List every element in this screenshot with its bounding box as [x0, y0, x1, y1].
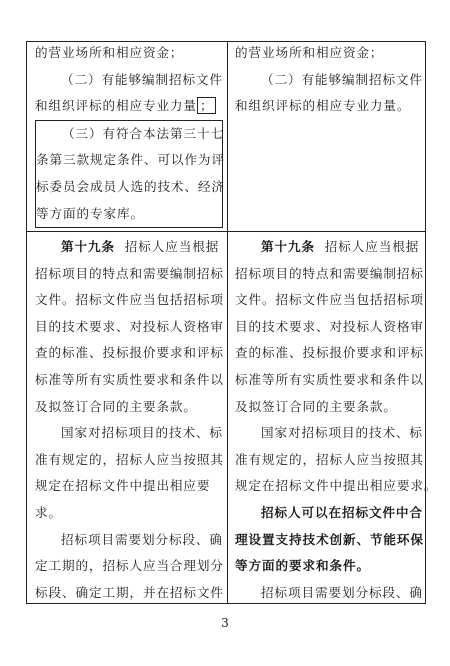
text-line: 招标项目的特点和需要编制招标 [235, 265, 424, 281]
highlight-mark: ； [197, 97, 217, 114]
text-line: 的营业场所和相应资金； [35, 45, 184, 60]
text-line: 文件。招标文件应当包括招标项 [235, 292, 424, 308]
text-span: 招标人应当根据 [124, 239, 220, 254]
text-line: 标段、确定工期，并在招标文件 [35, 584, 224, 600]
text-line: 目的技术要求、对投标人资格审 [35, 318, 224, 334]
text-line: 等方面的要求和条件。 [235, 558, 370, 574]
text-line: 招标项目需要划分标段、确 [61, 531, 223, 547]
text-line: 准有规定的，招标人应当按照其 [35, 451, 224, 467]
right-bottom-cell [235, 234, 438, 606]
text-line: 招标项目需要划分标段、确 [261, 584, 423, 600]
text-line: 招标项目的特点和需要编制招标 [35, 265, 224, 281]
right-top-cell [235, 40, 423, 120]
text-line: 定工期的，招标人应当合理划分 [35, 558, 224, 574]
text-line: 规定在招标文件中提出相应要求。 [235, 478, 438, 494]
article-number: 第十九条 [61, 239, 115, 254]
text-line: （二）有能够编制招标文件 [61, 71, 223, 87]
text-line: 理设置支持技术创新、节能环保 [235, 531, 424, 547]
text-line: （三）有符合本法第三十七 [62, 125, 224, 141]
text-line: 及拟签订合同的主要条款。 [35, 398, 197, 414]
text-line: 目的技术要求、对投标人资格审 [235, 318, 424, 334]
text-line: 规定在招标文件中提出相应要 [35, 478, 211, 494]
text-line: 招标人可以在招标文件中合 [261, 504, 423, 520]
page-number: 3 [221, 616, 229, 630]
left-bottom-cell [35, 234, 223, 606]
text-span: 和组织评标的相应专业力量 [35, 98, 197, 114]
text-line [36, 201, 222, 228]
text-line: 及拟签订合同的主要条款。 [235, 398, 397, 414]
text-span: 招标人应当根据 [324, 239, 420, 254]
text-line: 标委员会成员人选的技术、经济 [36, 178, 225, 194]
text-line: 文件。招标文件应当包括招标项 [35, 292, 224, 308]
article-number: 第十九条 [261, 239, 315, 254]
text-line: 准有规定的，招标人应当按照其 [235, 451, 424, 467]
text-line: 标准等所有实质性要求和条件以 [35, 371, 224, 387]
text-line [235, 234, 423, 261]
column-divider [227, 42, 228, 603]
left-top-cell [35, 40, 223, 228]
text-span: 。 [130, 205, 144, 221]
text-line: 和组织评标的相应专业力量。 [235, 98, 411, 114]
text-line: 国家对招标项目的技术、标 [261, 425, 423, 441]
text-line: 查的标准、投标报价要求和评标 [235, 345, 424, 361]
text-line [35, 234, 223, 261]
text-line: 标准等所有实质性要求和条件以 [235, 371, 424, 387]
text-line [35, 93, 223, 120]
text-line: （二）有能够编制招标文件 [261, 71, 423, 87]
text-line: 查的标准、投标报价要求和评标 [35, 345, 224, 361]
text-line: 求。 [35, 504, 62, 520]
highlight-box [35, 120, 223, 228]
row-divider [27, 231, 425, 232]
text-span: 等方面的专家库 [36, 205, 131, 221]
text-line: 的营业场所和相应资金； [235, 45, 384, 60]
text-line: 国家对招标项目的技术、标 [61, 425, 223, 441]
text-line: 条第三款规定条件、可以作为评 [36, 152, 225, 168]
comparison-table [26, 41, 438, 604]
